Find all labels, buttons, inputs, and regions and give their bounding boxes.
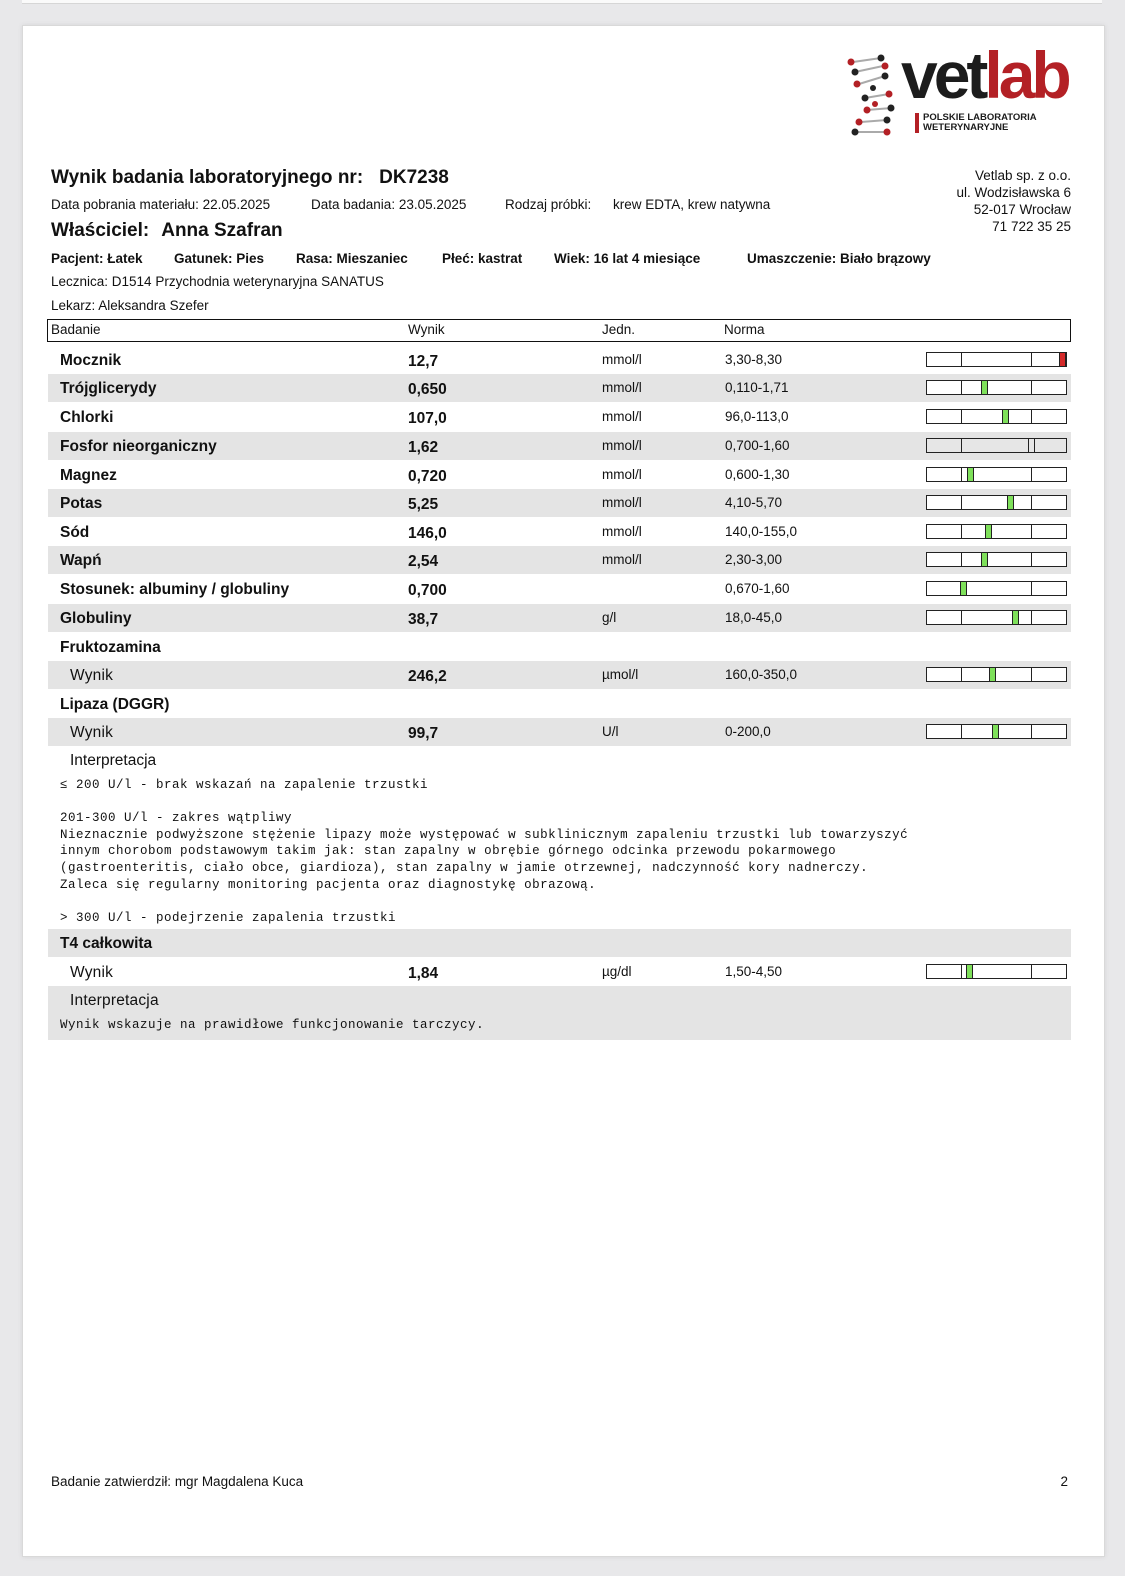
test-value: 99,7 [408, 725, 439, 742]
range-bar [926, 552, 1067, 567]
table-row [48, 489, 1071, 517]
owner-name: Anna Szafran [161, 220, 283, 241]
lipase-interpretation-text: ≤ 200 U/l - brak wskazań na zapalenie trzustki 201-300 U/l - zakres wątpliwy Nieznacznie podwyższone stężenie lipazy może występować w subklinicznym zapaleniu trzustki lub towarzyszyć innym chorobom podstawowym takim jak: stan zapalny w obrębie górnego odcinka przewodu pokarmowego (gastroenteritis, ciało obce, giardioza), stan zapalny w jamie otrzewnej, nadczynność kory nadnerczy. Zaleca się regularny monitoring pacjenta oraz diagnostykę obrazową. > 300 U/l - podejrzenie zapalenia trzustki [60, 778, 909, 925]
range-bar [926, 409, 1067, 424]
table-row [48, 432, 1071, 460]
range-tick [961, 725, 962, 738]
col-result: Wynik [408, 322, 445, 337]
table-row [48, 461, 1071, 489]
test-name: Chlorki [60, 409, 114, 426]
result-marker [981, 553, 988, 566]
range-tick [961, 611, 962, 624]
test-value: 146,0 [408, 525, 447, 542]
result-marker [1012, 611, 1019, 624]
range-tick [1031, 496, 1032, 509]
test-unit: U/l [602, 724, 619, 739]
range-bar [926, 724, 1067, 739]
test-name: Stosunek: albuminy / globuliny [60, 581, 290, 598]
result-marker [1007, 496, 1014, 509]
range-bar [926, 524, 1067, 539]
range-tick [1031, 965, 1032, 978]
test-unit: mmol/l [602, 524, 642, 539]
range-bar [926, 352, 1067, 367]
test-norm: 4,10-5,70 [725, 495, 783, 510]
result-marker [967, 468, 974, 481]
test-value: 0,700 [408, 582, 447, 599]
range-bar [926, 581, 1067, 596]
test-value: 1,84 [408, 965, 439, 982]
col-unit: Jedn. [602, 322, 636, 337]
range-tick [961, 410, 962, 423]
test-value: 12,7 [408, 353, 439, 370]
test-unit: mmol/l [602, 352, 642, 367]
col-test: Badanie [51, 322, 101, 337]
range-bar [926, 380, 1067, 395]
test-name: Potas [60, 495, 103, 512]
test-unit: mmol/l [602, 438, 642, 453]
table-row [48, 346, 1071, 374]
test-unit: µmol/l [602, 667, 639, 682]
results-table-header [47, 319, 1071, 342]
range-tick [961, 668, 962, 681]
patient-name: Pacjent: Łatek [51, 251, 143, 266]
test-unit: g/l [602, 610, 617, 625]
range-tick [961, 381, 962, 394]
test-value: 2,54 [408, 553, 439, 570]
test-norm: 160,0-350,0 [725, 667, 798, 682]
result-marker [1002, 410, 1009, 423]
lipase-interpretation-label: Interpretacja [70, 752, 157, 769]
test-norm: 1,50-4,50 [725, 964, 783, 979]
sample-type-value: krew EDTA, krew natywna [613, 197, 771, 212]
test-norm: 0,670-1,60 [725, 581, 790, 596]
approved-by: Badanie zatwierdził: mgr Magdalena Kuca [51, 1474, 304, 1489]
table-row [48, 403, 1071, 431]
test-name: Wynik [70, 724, 114, 741]
test-name: Wynik [70, 964, 114, 981]
range-tick [1031, 525, 1032, 538]
species: Gatunek: Pies [174, 251, 265, 266]
test-name: Fosfor nieorganiczny [60, 438, 217, 455]
test-norm: 0,700-1,60 [725, 438, 790, 453]
range-bar [926, 610, 1067, 625]
range-tick [1031, 353, 1032, 366]
report-title: Wynik badania laboratoryjnego nr: DK7238 [51, 167, 449, 188]
test-name: Globuliny [60, 610, 132, 627]
test-unit: mmol/l [602, 495, 642, 510]
brand-subtitle: POLSKIE LABORATORIA WETERYNARYJNE [915, 113, 1037, 133]
company-address: Vetlab sp. z o.o. ul. Wodzisławska 6 52-017 Wrocław 71 722 35 25 [956, 168, 1071, 234]
test-name: Sód [60, 524, 90, 541]
table-row [48, 718, 1071, 746]
brand-wordmark: vetlab [901, 38, 1068, 112]
range-tick [961, 439, 962, 452]
test-unit: mmol/l [602, 552, 642, 567]
vetlab-logo [845, 38, 1070, 138]
previous-page-edge [22, 0, 1102, 4]
table-row [48, 518, 1071, 546]
test-norm: 140,0-155,0 [725, 524, 798, 539]
table-row [48, 374, 1071, 402]
result-marker [989, 668, 996, 681]
result-marker [960, 582, 967, 595]
range-bar [926, 438, 1067, 453]
test-value: 38,7 [408, 611, 439, 628]
result-marker [966, 965, 973, 978]
table-row [48, 575, 1071, 603]
range-tick [1031, 725, 1032, 738]
col-norm: Norma [724, 322, 765, 337]
owner: Właściciel: Anna Szafran [51, 220, 283, 241]
t4-interpretation [48, 986, 1071, 1040]
age: Wiek: 16 lat 4 miesiące [554, 251, 701, 266]
result-marker [1028, 439, 1035, 452]
range-tick [961, 965, 962, 978]
test-value: 107,0 [408, 410, 447, 427]
result-marker [981, 381, 988, 394]
collection-date: Data pobrania materiału: 22.05.2025 [51, 197, 271, 212]
range-tick [1031, 381, 1032, 394]
test-name: Wapń [60, 552, 102, 569]
result-marker [992, 725, 999, 738]
range-tick [1031, 410, 1032, 423]
result-marker [1059, 353, 1066, 366]
test-name: Trójglicerydy [60, 380, 157, 397]
test-norm: 0,110-1,71 [725, 380, 789, 395]
page-number: 2 [1060, 1474, 1068, 1489]
group-heading-t4: T4 całkowita [48, 929, 1071, 957]
doctor: Lekarz: Aleksandra Szefer [51, 298, 209, 313]
test-unit: µg/dl [602, 964, 632, 979]
range-tick [1031, 668, 1032, 681]
test-value: 0,650 [408, 381, 447, 398]
coat-color: Umaszczenie: Biało brązowy [747, 251, 931, 266]
clinic: Lecznica: D1514 Przychodnia weterynaryjna SANATUS [51, 274, 384, 289]
t4-interpretation-text: Wynik wskazuje na prawidłowe funkcjonowanie tarczycy. [60, 1018, 485, 1032]
test-norm: 18,0-45,0 [725, 610, 783, 625]
range-tick [961, 525, 962, 538]
sample-type-label: Rodzaj próbki: [505, 197, 592, 212]
table-row [48, 604, 1071, 632]
range-tick [961, 553, 962, 566]
test-name: Wynik [70, 667, 114, 684]
test-norm: 0,600-1,30 [725, 467, 790, 482]
test-value: 0,720 [408, 468, 447, 485]
test-unit: mmol/l [602, 380, 642, 395]
dna-helix-icon [845, 54, 905, 138]
range-tick [961, 353, 962, 366]
group-heading-fructosamine: Fruktozamina [60, 639, 161, 656]
test-norm: 2,30-3,00 [725, 552, 783, 567]
report-number: DK7238 [379, 167, 449, 188]
test-value: 1,62 [408, 439, 439, 456]
group-heading-lipase: Lipaza (DGGR) [60, 696, 170, 713]
range-tick [1031, 468, 1032, 481]
breed: Rasa: Mieszaniec [296, 251, 408, 266]
test-unit: mmol/l [602, 409, 642, 424]
test-name: Magnez [60, 467, 117, 484]
test-value: 5,25 [408, 496, 439, 513]
test-date: Data badania: 23.05.2025 [311, 197, 467, 212]
test-norm: 3,30-8,30 [725, 352, 783, 367]
range-bar [926, 667, 1067, 682]
range-bar [926, 495, 1067, 510]
test-name: Mocznik [60, 352, 122, 369]
test-norm: 0-200,0 [725, 724, 771, 739]
range-bar [926, 467, 1067, 482]
t4-interpretation-label: Interpretacja [70, 992, 159, 1009]
range-tick [961, 496, 962, 509]
range-bar [926, 964, 1067, 979]
test-value: 246,2 [408, 668, 447, 685]
range-tick [1031, 553, 1032, 566]
report-page [22, 25, 1105, 1557]
result-marker [985, 525, 992, 538]
range-tick [1031, 582, 1032, 595]
range-tick [961, 468, 962, 481]
table-row [48, 546, 1071, 574]
test-unit: mmol/l [602, 467, 642, 482]
test-norm: 96,0-113,0 [725, 409, 789, 424]
table-row [48, 661, 1071, 689]
sex: Płeć: kastrat [442, 251, 523, 266]
table-row [48, 958, 1071, 986]
range-tick [1031, 611, 1032, 624]
